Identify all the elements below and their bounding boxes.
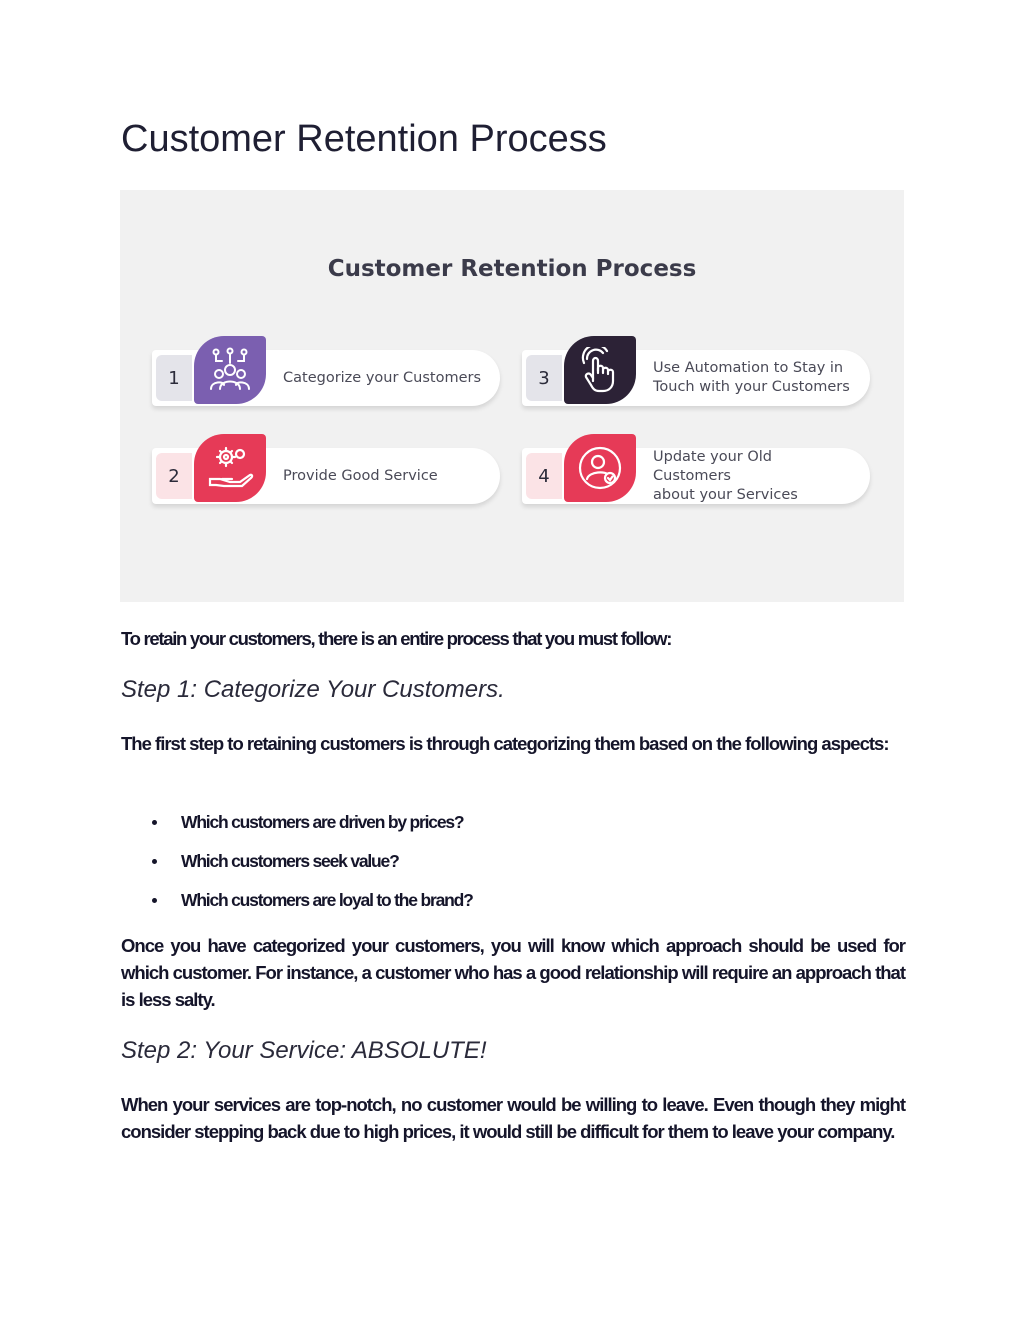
process-step-4 — [522, 448, 870, 504]
step-number: 3 — [526, 355, 562, 401]
intro-text: To retain your customers, there is an entire process that you must follow: — [121, 628, 672, 649]
process-step-3 — [522, 350, 870, 406]
step-number: 2 — [156, 453, 192, 499]
list-item-text: Which customers are driven by prices? — [181, 812, 464, 832]
step-number: 1 — [156, 355, 192, 401]
bullet-dot — [152, 898, 157, 903]
list-item — [121, 851, 473, 890]
step-label: Use Automation to Stay in Touch with your Customers — [653, 360, 850, 395]
process-step-2 — [152, 448, 500, 504]
step-1-after-paragraph: Once you have categorized your customers, you will know which approach should be used for which customer. For instance, a customer who has a good relationship will require an approach that is less salty. — [121, 935, 905, 1010]
step-2-paragraph: When your services are top-notch, no customer would be willing to leave. Even though they might consider stepping back due to high prices, it would still be difficult for them to leave your company. — [121, 1094, 905, 1142]
step-number: 4 — [526, 453, 562, 499]
list-item-text: Which customers are loyal to the brand? — [181, 890, 473, 910]
step-1-lead-paragraph: The first step to retaining customers is through categorizing them based on the following aspects: — [121, 733, 889, 754]
list-item — [121, 890, 473, 929]
process-step-1 — [152, 350, 500, 406]
step-label: Provide Good Service — [283, 467, 438, 484]
step-label: Update your Old Customers about your Services — [653, 448, 798, 503]
people-network-icon — [194, 336, 266, 404]
infographic-title: Customer Retention Process — [327, 256, 697, 282]
step-2-heading: Step 2: Your Service: ABSOLUTE! — [121, 1037, 487, 1064]
step-1-heading: Step 1: Categorize Your Customers. — [121, 676, 505, 703]
bullet-list — [121, 812, 473, 929]
hand-gears-icon — [194, 434, 266, 502]
list-item-text: Which customers seek value? — [181, 851, 399, 871]
process-infographic — [120, 190, 904, 602]
bullet-dot — [152, 820, 157, 825]
list-item — [121, 812, 473, 851]
bullet-dot — [152, 859, 157, 864]
user-refresh-icon — [564, 434, 636, 502]
page-title: Customer Retention Process — [121, 118, 607, 160]
hand-tap-icon — [564, 336, 636, 404]
step-label: Categorize your Customers — [283, 369, 482, 386]
